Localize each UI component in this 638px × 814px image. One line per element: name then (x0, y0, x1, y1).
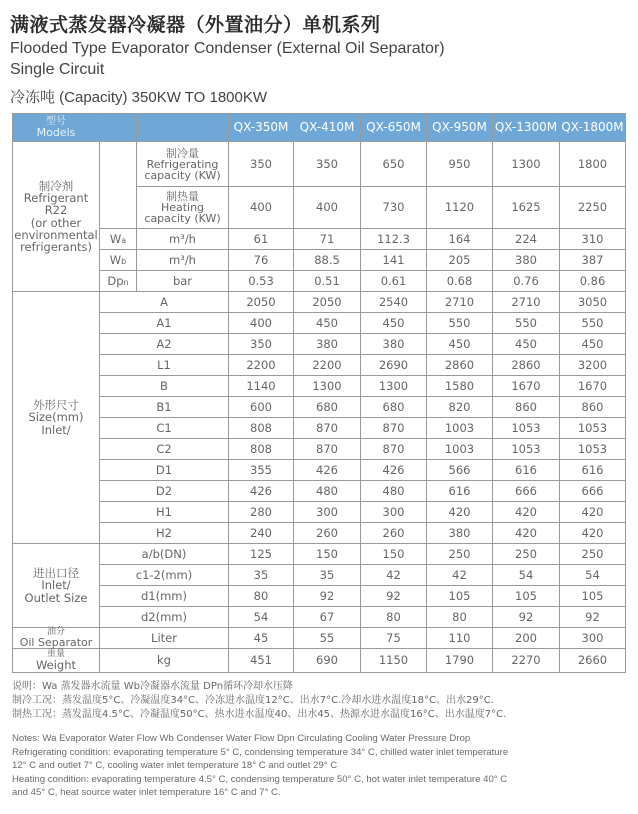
cell: 92 (294, 586, 361, 607)
cell: 450 (361, 313, 427, 334)
wa-symbol: Wa (100, 229, 137, 250)
cell: 380 (427, 523, 493, 544)
cell: 88.5 (294, 250, 361, 271)
cell: 300 (361, 502, 427, 523)
cell: 0.68 (427, 271, 493, 292)
cell: 690 (294, 649, 361, 673)
cell: 2660 (560, 649, 626, 673)
table-row (13, 355, 626, 376)
cell: 380 (493, 250, 560, 271)
cell: 2050 (294, 292, 361, 313)
cell: 380 (361, 334, 427, 355)
cell: 420 (560, 502, 626, 523)
cell: 808 (229, 418, 294, 439)
cell: 0.51 (294, 271, 361, 292)
cell: 860 (493, 397, 560, 418)
table-row (13, 229, 626, 250)
note-line: 制冷工况：蒸发温度5°C、冷凝温度34°C、冷冻进水温度12°C、出水7°C.冷却水进水温度18°C、出水29°C. (12, 695, 494, 706)
cell: 950 (427, 142, 493, 187)
cell: 350 (229, 334, 294, 355)
cell: 450 (294, 313, 361, 334)
cell: 870 (294, 418, 361, 439)
pipe-size-label: d1(mm) (100, 586, 229, 607)
cell: 550 (493, 313, 560, 334)
cell: 0.53 (229, 271, 294, 292)
cell: 480 (361, 481, 427, 502)
cell: 616 (493, 460, 560, 481)
table-row (13, 142, 626, 187)
weight-label: 重量 Weight (13, 649, 100, 673)
pipe-size-label: c1-2(mm) (100, 565, 229, 586)
cell: 2860 (427, 355, 493, 376)
refrigerant-group-label: 制冷剂 Refrigerant R22 (or other environmental refrigerants) (13, 142, 100, 292)
cell: 2200 (294, 355, 361, 376)
table-row (13, 502, 626, 523)
table-row (13, 334, 626, 355)
wb-symbol: Wb (100, 250, 137, 271)
pipe-size-label: d2(mm) (100, 607, 229, 628)
table-row (13, 649, 626, 673)
oil-separator-label: 油分 Oil Separator (13, 628, 100, 649)
cell: 54 (560, 565, 626, 586)
cell: 1003 (427, 418, 493, 439)
title-en-line-1: Flooded Type Evaporator Condenser (External Oil Separator) (10, 40, 445, 57)
cell: 350 (229, 142, 294, 187)
unit-label: m³/h (137, 229, 229, 250)
table-row (13, 565, 626, 586)
cell: 54 (493, 565, 560, 586)
cell: 105 (560, 586, 626, 607)
empty-symbol-cell (100, 142, 137, 229)
cell: 426 (361, 460, 427, 481)
page-title-cn: 满液式蒸发器冷凝器（外置油分）单机系列 (10, 14, 381, 36)
notes-english (12, 732, 632, 800)
cell: 0.61 (361, 271, 427, 292)
table-row (13, 292, 626, 313)
cell: 0.86 (560, 271, 626, 292)
header-empty-2 (137, 114, 229, 142)
cell: 426 (294, 460, 361, 481)
models-header-cell: 型号 Models (13, 114, 100, 142)
cell: 420 (493, 502, 560, 523)
cell: 3200 (560, 355, 626, 376)
cell: 92 (493, 607, 560, 628)
cell: 105 (493, 586, 560, 607)
cell: 680 (294, 397, 361, 418)
header-row (13, 114, 626, 142)
cell: 300 (294, 502, 361, 523)
cell: 2710 (493, 292, 560, 313)
note-line: Refrigerating condition: evaporating temperature 5° C, condensing temperature 34° C, chilled water inlet temperature (12, 746, 509, 758)
dpn-symbol: Dpn (100, 271, 137, 292)
dimension-label: D2 (100, 481, 229, 502)
cell: 426 (229, 481, 294, 502)
table-row (13, 481, 626, 502)
cell: 1053 (560, 439, 626, 460)
note-line: Heating condition: evaporating temperature 4.5° C, condensing temperature 50° C, hot water inlet temperature 40° C (12, 773, 508, 785)
cell: 870 (361, 418, 427, 439)
cell: 616 (427, 481, 493, 502)
cell: 150 (361, 544, 427, 565)
cell: 1300 (361, 376, 427, 397)
unit-label: Liter (100, 628, 229, 649)
table-row (13, 271, 626, 292)
cell: 451 (229, 649, 294, 673)
cell: 387 (560, 250, 626, 271)
cell: 150 (294, 544, 361, 565)
cell: 205 (427, 250, 493, 271)
cell: 75 (361, 628, 427, 649)
cell: 450 (560, 334, 626, 355)
page-title-en (10, 38, 445, 80)
cell: 730 (361, 187, 427, 229)
cell: 600 (229, 397, 294, 418)
cell: 650 (361, 142, 427, 187)
table-row (13, 544, 626, 565)
cell: 1580 (427, 376, 493, 397)
cell: 260 (361, 523, 427, 544)
cell: 450 (493, 334, 560, 355)
cell: 400 (294, 187, 361, 229)
cell: 42 (427, 565, 493, 586)
cell: 2250 (560, 187, 626, 229)
cell: 420 (493, 523, 560, 544)
model-header: QX-410M (294, 114, 361, 142)
table-row (13, 460, 626, 481)
model-header: QX-1300M (493, 114, 560, 142)
cell: 110 (427, 628, 493, 649)
cell: 71 (294, 229, 361, 250)
cell: 1003 (427, 439, 493, 460)
cell: 380 (294, 334, 361, 355)
notes-chinese (12, 680, 506, 722)
title-en-line-2: Single Circuit (10, 61, 105, 78)
cell: 250 (560, 544, 626, 565)
dimension-label: H1 (100, 502, 229, 523)
cell: 2690 (361, 355, 427, 376)
cell: 355 (229, 460, 294, 481)
cell: 240 (229, 523, 294, 544)
cell: 92 (560, 607, 626, 628)
cell: 550 (427, 313, 493, 334)
dimension-label: H2 (100, 523, 229, 544)
cell: 1790 (427, 649, 493, 673)
cell: 2270 (493, 649, 560, 673)
cell: 1053 (493, 418, 560, 439)
table-row (13, 250, 626, 271)
table-row (13, 439, 626, 460)
model-header: QX-650M (361, 114, 427, 142)
cell: 3050 (560, 292, 626, 313)
cell: 125 (229, 544, 294, 565)
cell: 280 (229, 502, 294, 523)
cell: 35 (229, 565, 294, 586)
cell: 2200 (229, 355, 294, 376)
cell: 1800 (560, 142, 626, 187)
size-group-label: 外形尺寸 Size(mm) Inlet/ (13, 292, 100, 544)
dimension-label: C2 (100, 439, 229, 460)
table-row (13, 397, 626, 418)
refrigerating-capacity-label: 制冷量 Refrigerating capacity (KW) (137, 142, 229, 187)
unit-label: m³/h (137, 250, 229, 271)
dimension-label: A1 (100, 313, 229, 334)
table-row (13, 418, 626, 439)
note-line: 12° C and outlet 7° C, cooling water inlet temperature 18° C and outlet 29° C (12, 760, 338, 771)
cell: 54 (229, 607, 294, 628)
cell: 250 (427, 544, 493, 565)
cell: 80 (361, 607, 427, 628)
cell: 1670 (560, 376, 626, 397)
cell: 666 (493, 481, 560, 502)
cell: 200 (493, 628, 560, 649)
table-row (13, 376, 626, 397)
spec-table (12, 113, 626, 673)
dimension-label: A (100, 292, 229, 313)
table-row (13, 523, 626, 544)
cell: 2860 (493, 355, 560, 376)
cell: 35 (294, 565, 361, 586)
cell: 1140 (229, 376, 294, 397)
dimension-label: C1 (100, 418, 229, 439)
cell: 105 (427, 586, 493, 607)
cell: 350 (294, 142, 361, 187)
note-line: Notes: Wa Evaporator Water Flow Wb Condenser Water Flow Dpn Circulating Cooling Water Pressure Drop (12, 733, 471, 744)
cell: 310 (560, 229, 626, 250)
dimension-label: D1 (100, 460, 229, 481)
cell: 420 (427, 502, 493, 523)
cell: 1300 (294, 376, 361, 397)
cell: 67 (294, 607, 361, 628)
cell: 1300 (493, 142, 560, 187)
cell: 616 (560, 460, 626, 481)
cell: 550 (560, 313, 626, 334)
heating-capacity-label: 制热量 Heating capacity (KW) (137, 187, 229, 229)
model-header: QX-1800M (560, 114, 626, 142)
table-row (13, 628, 626, 649)
cell: 300 (560, 628, 626, 649)
pipe-size-label: a/b(DN) (100, 544, 229, 565)
unit-label: bar (137, 271, 229, 292)
cell: 1053 (493, 439, 560, 460)
cell: 400 (229, 187, 294, 229)
dimension-label: B (100, 376, 229, 397)
table-row (13, 313, 626, 334)
cell: 2540 (361, 292, 427, 313)
cell: 2710 (427, 292, 493, 313)
cell: 1053 (560, 418, 626, 439)
header-empty-1 (100, 114, 137, 142)
cell: 2050 (229, 292, 294, 313)
note-line: 说明：Wa 蒸发器水流量 Wb冷凝器水流量 DPn循环冷却水压降 (12, 681, 294, 692)
cell: 164 (427, 229, 493, 250)
capacity-subtitle: 冷冻吨 (Capacity) 350KW TO 1800KW (10, 89, 268, 106)
note-line: 制热工况：蒸发温度4.5°C、冷凝温度50°C、热水进水温度40、出水45、热源水进水温度16°C、出水温度7°C. (12, 709, 507, 720)
unit-label: kg (100, 649, 229, 673)
dimension-label: A2 (100, 334, 229, 355)
table-row (13, 586, 626, 607)
cell: 112.3 (361, 229, 427, 250)
note-line: and 45° C, heat source water inlet temperature 16° C and 7° C. (12, 787, 281, 798)
model-header: QX-350M (229, 114, 294, 142)
inlet-outlet-group-label: 进出口径 Inlet/ Outlet Size (13, 544, 100, 628)
cell: 666 (560, 481, 626, 502)
cell: 450 (427, 334, 493, 355)
cell: 1670 (493, 376, 560, 397)
cell: 1120 (427, 187, 493, 229)
cell: 250 (493, 544, 560, 565)
cell: 480 (294, 481, 361, 502)
cell: 1625 (493, 187, 560, 229)
cell: 92 (361, 586, 427, 607)
cell: 80 (229, 586, 294, 607)
cell: 55 (294, 628, 361, 649)
cell: 224 (493, 229, 560, 250)
cell: 0.76 (493, 271, 560, 292)
cell: 566 (427, 460, 493, 481)
cell: 860 (560, 397, 626, 418)
dimension-label: B1 (100, 397, 229, 418)
cell: 76 (229, 250, 294, 271)
model-header: QX-950M (427, 114, 493, 142)
cell: 870 (361, 439, 427, 460)
cell: 141 (361, 250, 427, 271)
cell: 680 (361, 397, 427, 418)
cell: 42 (361, 565, 427, 586)
cell: 420 (560, 523, 626, 544)
dimension-label: L1 (100, 355, 229, 376)
cell: 820 (427, 397, 493, 418)
cell: 45 (229, 628, 294, 649)
cell: 260 (294, 523, 361, 544)
cell: 61 (229, 229, 294, 250)
cell: 1150 (361, 649, 427, 673)
cell: 400 (229, 313, 294, 334)
cell: 870 (294, 439, 361, 460)
cell: 80 (427, 607, 493, 628)
cell: 808 (229, 439, 294, 460)
table-row (13, 607, 626, 628)
